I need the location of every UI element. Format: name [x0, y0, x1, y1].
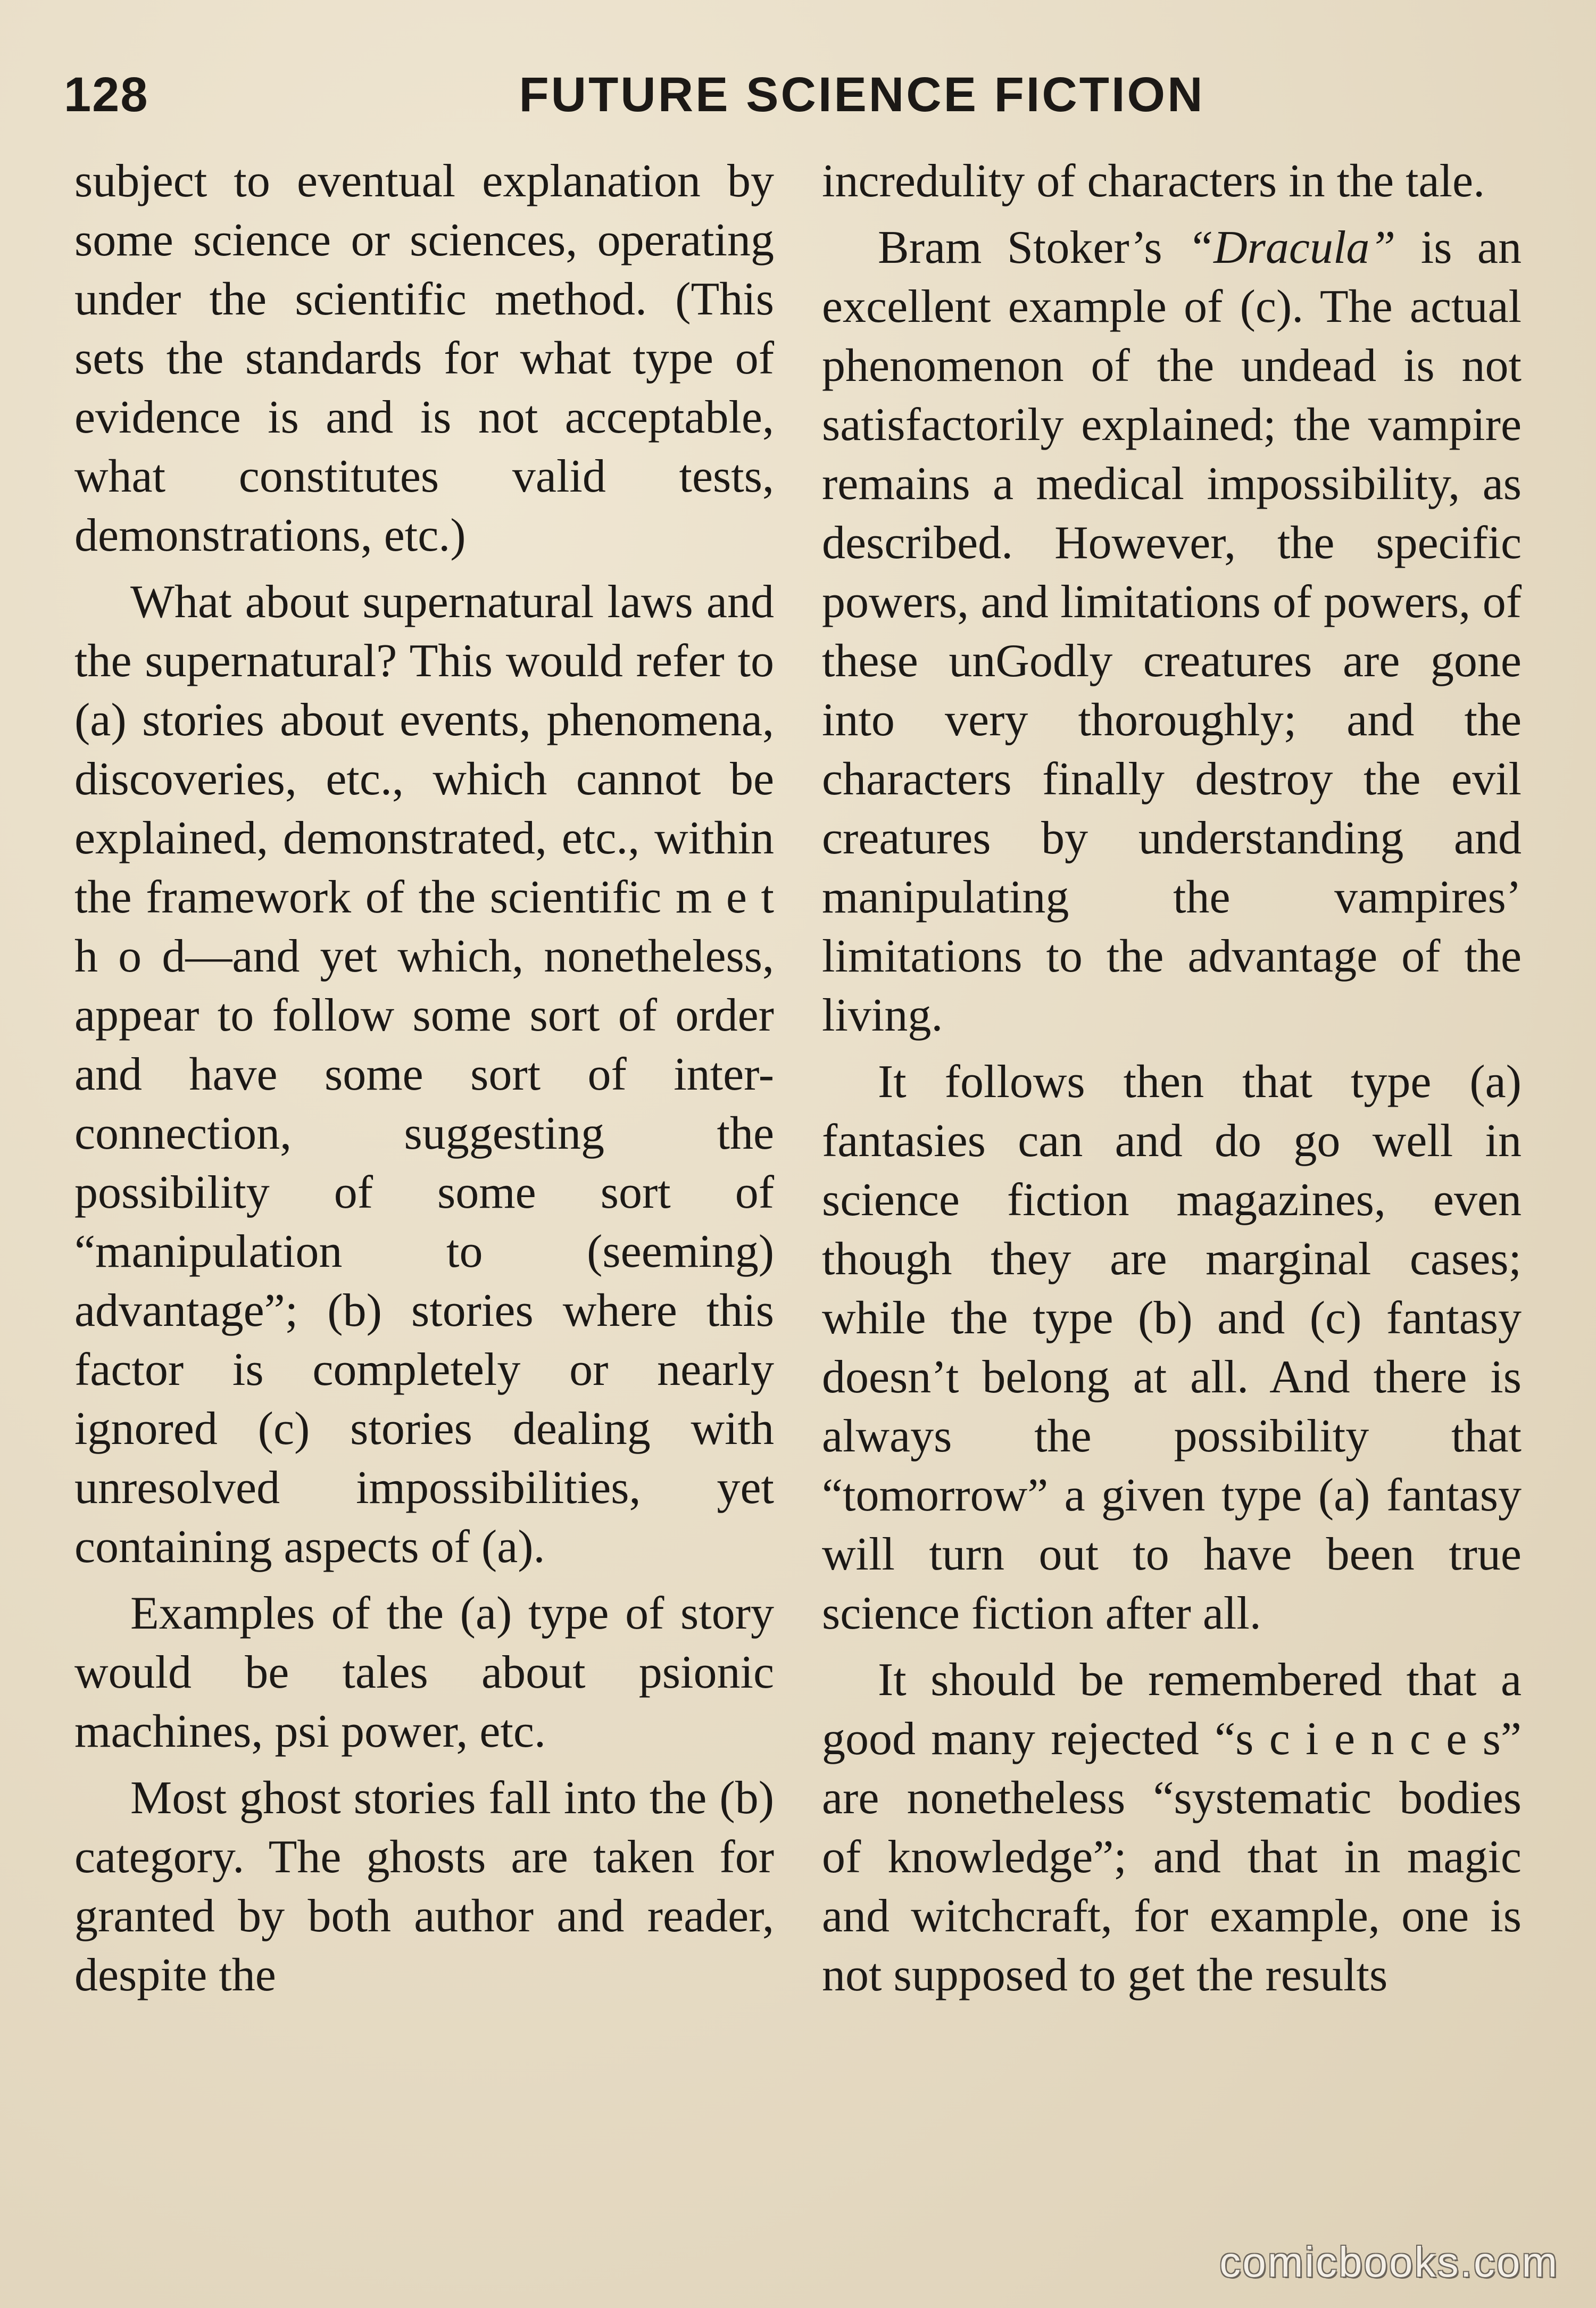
- right-column: [822, 152, 1522, 2005]
- paragraph: subject to eventual explanation by some science or sciences, operating under the scientific method. (This sets the standards for what type of evidence is and is not acceptable, what constitutes valid tests, demonstrations, etc.): [74, 155, 774, 561]
- paragraph: It should be remembered that a good many rejected “s c i e n c e s” are nonetheless “systematic bodies of knowledge”; and that in magic and witchcraft, for example, one is not supposed to get the results: [822, 1654, 1522, 2001]
- paragraph: Most ghost stories fall into the (b) category. The ghosts are taken for granted by both author and reader, despite the: [74, 1772, 774, 2001]
- paragraph-text: Bram Stoker’s: [878, 222, 1188, 273]
- paragraph: It follows then that type (a) fantasies can and do go well in science fiction magazines, even though they are marginal cases; while the type (b) and (c) fantasy doesn’t belong at all. And there is always the possibility that “tomorrow” a given type (a) fantasy will turn out to have been true science fiction after all.: [822, 1056, 1522, 1639]
- running-head: FUTURE SCIENCE FICTION: [519, 68, 1205, 122]
- paragraph: Examples of the (a) type of story would be tales about psionic machines, psi power, etc.: [74, 1588, 774, 1757]
- paragraph-text: is an excellent example of (c). The actual phenomenon of the undead is not satisfactorily explained; the vampire remains a medical impossibility, as described. However, the specific powers, and limitations of powers, of these unGodly creatures are gone into very thoroughly; and the characters finally destroy the evil creatures by understanding and manipulating the vampires’ limitations to the advantage of the living.: [822, 222, 1522, 1041]
- page-header: [64, 63, 1532, 127]
- book-title: “Dracula”: [1187, 222, 1396, 273]
- page-number: 128: [64, 68, 149, 122]
- paragraph: What about supernatural laws and the supernatural? This would refer to (a) stories about events, phenomena, discoveries, etc., which cannot be explained, demonstrated, etc., within the framework of the scientific m e t h o d—and yet which, nonetheless, appear to follow some sort of order and have some sort of inter-connection, suggesting the possibility of some sort of “manipulation to (seeming) advantage”; (b) stories where this factor is completely or nearly ignored (c) stories dealing with unresolved impossibilities, yet containing aspects of (a).: [74, 576, 774, 1573]
- paragraph: [822, 218, 1522, 1045]
- watermark: comicbooks.com: [1219, 2238, 1559, 2286]
- left-column: [74, 152, 774, 2005]
- paragraph: incredulity of characters in the tale.: [822, 155, 1485, 207]
